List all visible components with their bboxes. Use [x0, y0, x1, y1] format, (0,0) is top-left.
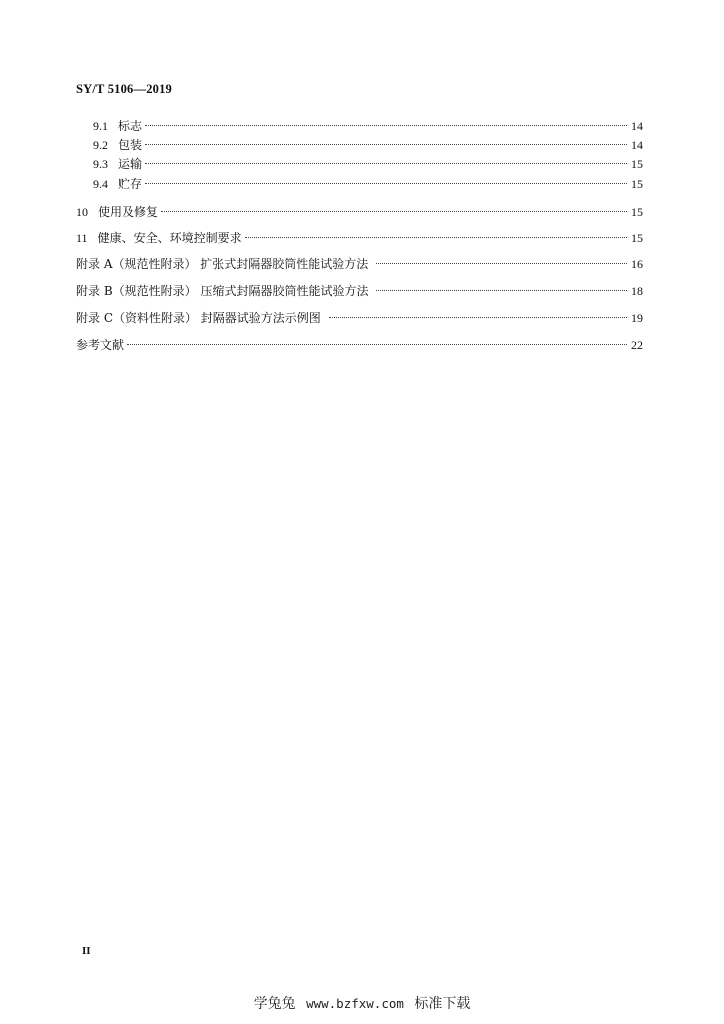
toc-page: 14: [631, 119, 643, 133]
toc-number: 9.4: [93, 177, 108, 191]
toc-page: 18: [631, 284, 643, 298]
toc-entry-9-2[interactable]: [76, 135, 643, 155]
toc-leader-dots: [145, 125, 627, 126]
toc-title: 附录 C（资料性附录） 封隔器试验方法示例图: [76, 311, 321, 325]
toc-title: 标志: [118, 119, 143, 133]
toc-number: 9.1: [93, 119, 108, 133]
toc-page: 15: [631, 157, 643, 171]
toc-page: 22: [631, 338, 643, 352]
toc-page: 15: [631, 177, 643, 191]
toc-leader-dots: [145, 183, 627, 184]
toc-page: 16: [631, 257, 643, 271]
toc-number: 11: [76, 231, 88, 245]
toc-page: 14: [631, 138, 643, 152]
toc-entry-9-1[interactable]: [76, 116, 643, 136]
toc-leader-dots: [245, 237, 627, 238]
toc-title: 使用及修复: [98, 205, 159, 219]
page-number: II: [82, 945, 91, 957]
watermark-site-name: 学兔兔: [253, 996, 296, 1012]
toc-title: 附录 B（规范性附录） 压缩式封隔器胶筒性能试验方法: [76, 284, 369, 298]
toc-page: 15: [631, 231, 643, 245]
toc-leader-dots: [329, 317, 627, 318]
toc-entry-references[interactable]: [76, 335, 643, 355]
toc-leader-dots: [376, 263, 627, 264]
toc-entry-appendix-a[interactable]: [76, 254, 643, 274]
toc-leader-dots: [145, 163, 627, 164]
toc-leader-dots: [161, 211, 627, 212]
toc-number: 9.2: [93, 138, 108, 152]
toc-title: 附录 A（规范性附录） 扩张式封隔器胶筒性能试验方法: [76, 257, 369, 271]
toc-entry-9-4[interactable]: [76, 174, 643, 194]
toc-entry-9-3[interactable]: [76, 154, 643, 174]
toc-leader-dots: [376, 290, 627, 291]
toc-entry-appendix-c[interactable]: [76, 308, 643, 328]
document-code: SY/T 5106—2019: [76, 82, 172, 96]
toc-leader-dots: [145, 144, 627, 145]
watermark: [0, 993, 724, 1013]
toc-leader-dots: [127, 344, 627, 345]
toc-title: 参考文献: [76, 338, 125, 352]
toc-title: 运输: [118, 157, 143, 171]
toc-entry-appendix-b[interactable]: [76, 281, 643, 301]
toc-entry-10[interactable]: [76, 202, 643, 222]
toc-page: 15: [631, 205, 643, 219]
toc-entry-11[interactable]: [76, 228, 643, 248]
watermark-tagline: 标准下载: [414, 996, 471, 1012]
toc-title: 贮存: [118, 177, 143, 191]
toc-number: 9.3: [93, 157, 108, 171]
toc-page: 19: [631, 311, 643, 325]
toc-title: 包装: [118, 138, 143, 152]
watermark-url[interactable]: www.bzfxw.com: [306, 996, 404, 1011]
toc-title: 健康、安全、环境控制要求: [97, 231, 242, 245]
toc-number: 10: [76, 205, 88, 219]
